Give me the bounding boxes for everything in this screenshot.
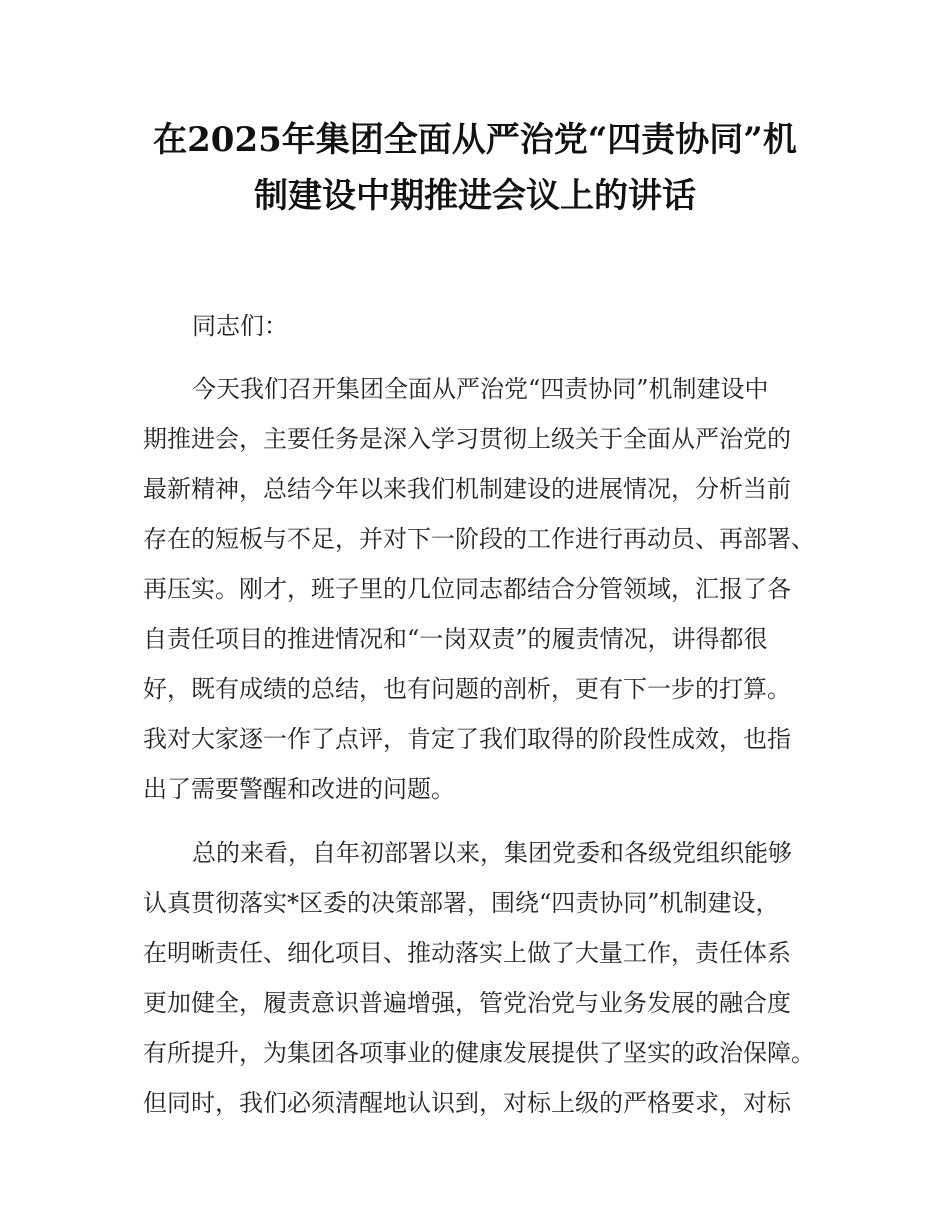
paragraph-line: 最新精神，总结今年以来我们机制建设的进展情况，分析当前 [143,475,791,503]
salutation: 同志们： [192,312,288,340]
paragraph-line: 我对大家逐一作了点评，肯定了我们取得的阶段性成效，也指 [143,725,791,753]
paragraph-line: 自责任项目的推进情况和“一岗双责”的履责情况，讲得都很 [143,625,768,653]
paragraph-line: 但同时，我们必须清醒地认识到，对标上级的严格要求，对标 [143,1089,791,1117]
paragraph-line: 更加健全，履责意识普遍增强，管党治党与业务发展的融合度 [143,989,791,1017]
paragraph-line: 存在的短板与不足，并对下一阶段的工作进行再动员、再部署、 [143,525,815,553]
paragraph-line: 在明晰责任、细化项目、推动落实上做了大量工作，责任体系 [143,939,791,967]
paragraph-line: 今天我们召开集团全面从严治党“四责协同”机制建设中 [192,375,769,403]
paragraph-line: 出了需要警醒和改进的问题。 [143,775,455,803]
paragraph-line: 认真贯彻落实*区委的决策部署，围绕“四责协同”机制建设， [143,889,780,917]
paragraph-line: 期推进会，主要任务是深入学习贯彻上级关于全面从严治党的 [143,425,791,453]
paragraph-line: 有所提升，为集团各项事业的健康发展提供了坚实的政治保障。 [143,1039,815,1067]
paragraph-line: 总的来看，自年初部署以来，集团党委和各级党组织能够 [192,839,792,867]
title-line: 在2025年集团全面从严治党“四责协同”机 [153,120,797,160]
title-line: 制建设中期推进会议上的讲话 [254,176,696,216]
paragraph-line: 好，既有成绩的总结，也有问题的剖析，更有下一步的打算。 [143,675,791,703]
document-title [130,112,820,224]
paragraph-line: 再压实。刚才，班子里的几位同志都结合分管领域，汇报了各 [143,575,791,603]
